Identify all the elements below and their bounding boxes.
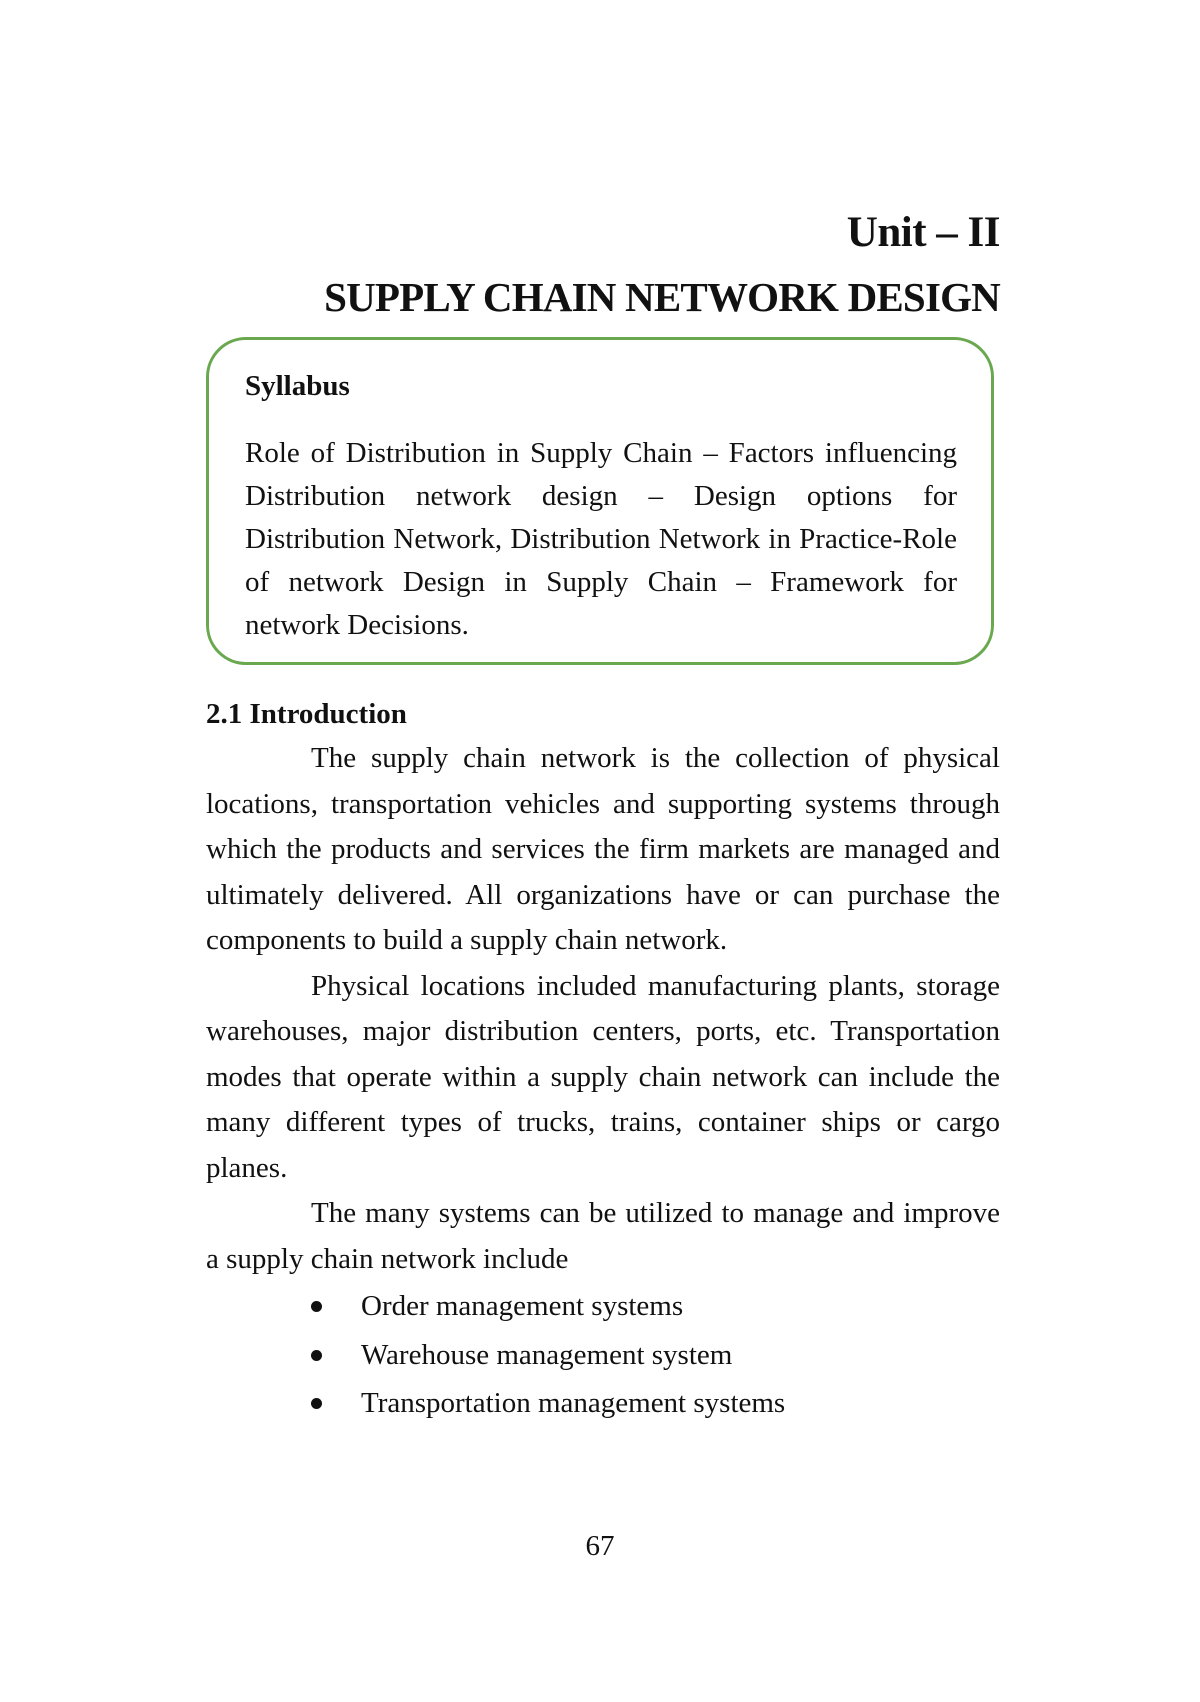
paragraph: The many systems can be utilized to manage and improve a supply chain network include xyxy=(206,1197,1000,1275)
bullet-icon xyxy=(311,1350,322,1361)
list-item-text: Order management systems xyxy=(361,1290,684,1322)
list-item-text: Transportation management systems xyxy=(361,1387,786,1419)
chapter-title: SUPPLY CHAIN NETWORK DESIGN xyxy=(324,274,1000,320)
list-item-text: Warehouse management system xyxy=(361,1338,733,1371)
syllabus-heading: Syllabus xyxy=(245,370,350,402)
section-heading: 2.1 Introduction xyxy=(206,698,407,730)
bullet-icon xyxy=(311,1301,322,1312)
bullet-icon xyxy=(311,1398,322,1409)
section-body xyxy=(206,736,1000,1428)
list-item xyxy=(206,1282,1000,1331)
syllabus-text: Role of Distribution in Supply Chain – Factors influencing Distribution network design – Design options for Distribution Network, Distribution Network in Practice-Role of network Design in Supply Chain – Framework for network Decisions. xyxy=(245,437,957,641)
bullet-list xyxy=(206,1282,1000,1428)
paragraph: Physical locations included manufacturing plants, storage warehouses, major distribution centers, ports, etc. Transportation modes that operate within a supply chain network can include the many different types of trucks, trains, container ships or cargo planes. xyxy=(206,969,1000,1184)
paragraph: The supply chain network is the collection of physical locations, transportation vehicles and supporting systems through which the products and services the firm markets are managed and ultimately delivered. All organizations have or can purchase the components to build a supply chain network. xyxy=(206,742,1000,956)
list-item xyxy=(206,1379,1000,1428)
syllabus-box xyxy=(206,337,994,665)
unit-label: Unit – II xyxy=(846,209,1000,256)
page-number: 67 xyxy=(585,1530,615,1562)
list-item xyxy=(206,1331,1000,1380)
